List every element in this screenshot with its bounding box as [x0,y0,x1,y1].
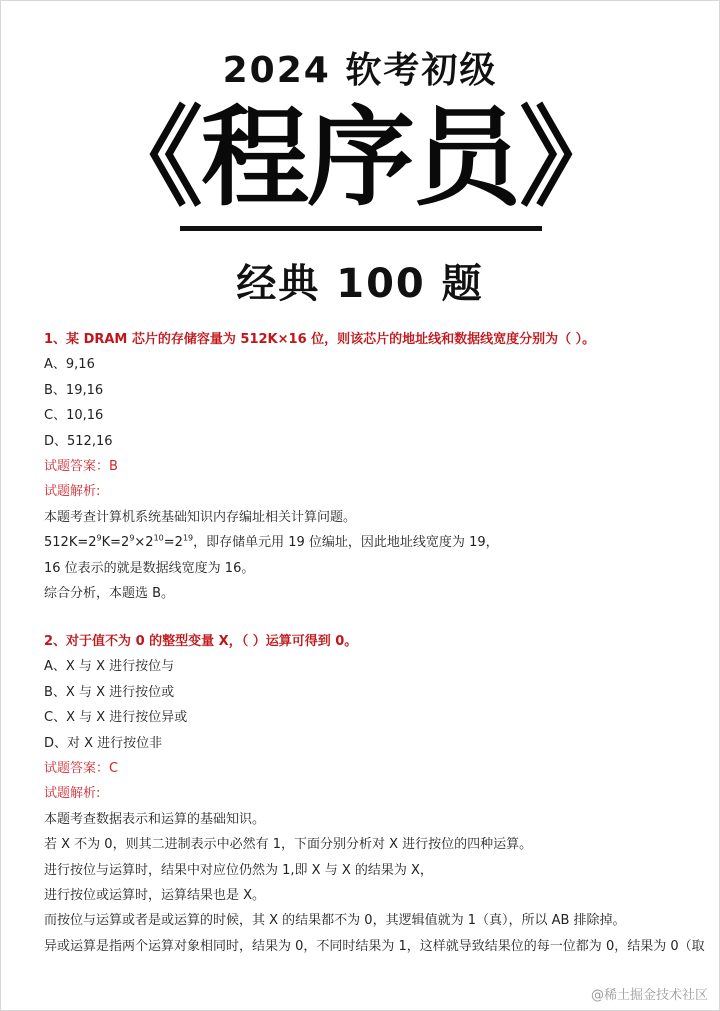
analysis-line: 异或运算是指两个运算对象相同时，结果为 0，不同时结果为 1，这样就导致结果位的每一位都为 0，结果为 0（取 [44,938,705,954]
analysis-line: 而按位与运算或者是或运算的时候，其 X 的结果都不为 0，其逻辑值就为 1（真），所以 AB 排除掉。 [44,913,626,929]
analysis-line: 综合分析，本题选 B。 [44,585,175,601]
option-b: B、X 与 X 进行按位或 [44,684,175,700]
analysis-line: 16 位表示的就是数据线宽度为 16。 [44,560,255,576]
formula-part: ，即存储单元用 19 位编址，因此地址线宽度为 19， [193,535,499,551]
analysis-line: 进行按位或运算时，运算结果也是 X。 [44,887,266,903]
analysis-line: 本题考查数据表示和运算的基础知识。 [44,811,266,827]
answer-line: 试题答案：C [44,760,119,776]
formula-exponent: 9 [129,533,135,543]
formula-exponent: 9 [96,533,102,543]
header-main-title: 《程序员》 [94,96,625,221]
formula-part: K=2 [101,535,130,551]
analysis-line: 若 X 不为 0，则其二进制表示中必然有 1，下面分别分析对 X 进行按位的四种运算。 [44,837,533,853]
answer-line: 试题答案：B [44,458,118,474]
formula-exponent: 10 [153,533,164,543]
header-subtitle: 经典 100 题 [236,261,484,307]
question-2 [44,629,705,959]
watermark: @稀土掘金技术社区 [590,988,708,1003]
question-title: 2、对于值不为 0 的整型变量 X，（ ）运算可得到 0。 [44,634,358,649]
option-d: D、对 X 进行按位非 [44,735,163,751]
analysis-label: 试题解析: [44,484,101,500]
question-1 [44,327,694,606]
title-underline [180,226,542,231]
option-d: D、512,16 [44,433,113,449]
option-a: A、9,16 [44,357,95,373]
analysis-line: 本题考查计算机系统基础知识内存编址相关计算问题。 [44,509,357,525]
formula-exponent: 19 [182,533,194,543]
formula-part: ×2 [134,535,154,551]
analysis-line: 进行按位与运算时，结果中对应位仍然为 1,即 X 与 X 的结果为 X， [44,862,433,878]
option-a: A、X 与 X 进行按位与 [44,659,175,675]
analysis-label: 试题解析: [44,786,101,802]
option-c: C、10,16 [44,408,104,424]
header-exam-year: 2024 软考初级 [222,50,498,91]
analysis-formula [44,530,694,555]
formula-part: =2 [163,535,183,551]
option-c: C、X 与 X 进行按位异或 [44,710,188,726]
option-b: B、19,16 [44,382,104,398]
formula-part: 512K=2 [44,535,97,551]
question-title: 1、某 DRAM 芯片的存储容量为 512K×16 位，则该芯片的地址线和数据线宽度分别为（ ）。 [44,332,596,347]
